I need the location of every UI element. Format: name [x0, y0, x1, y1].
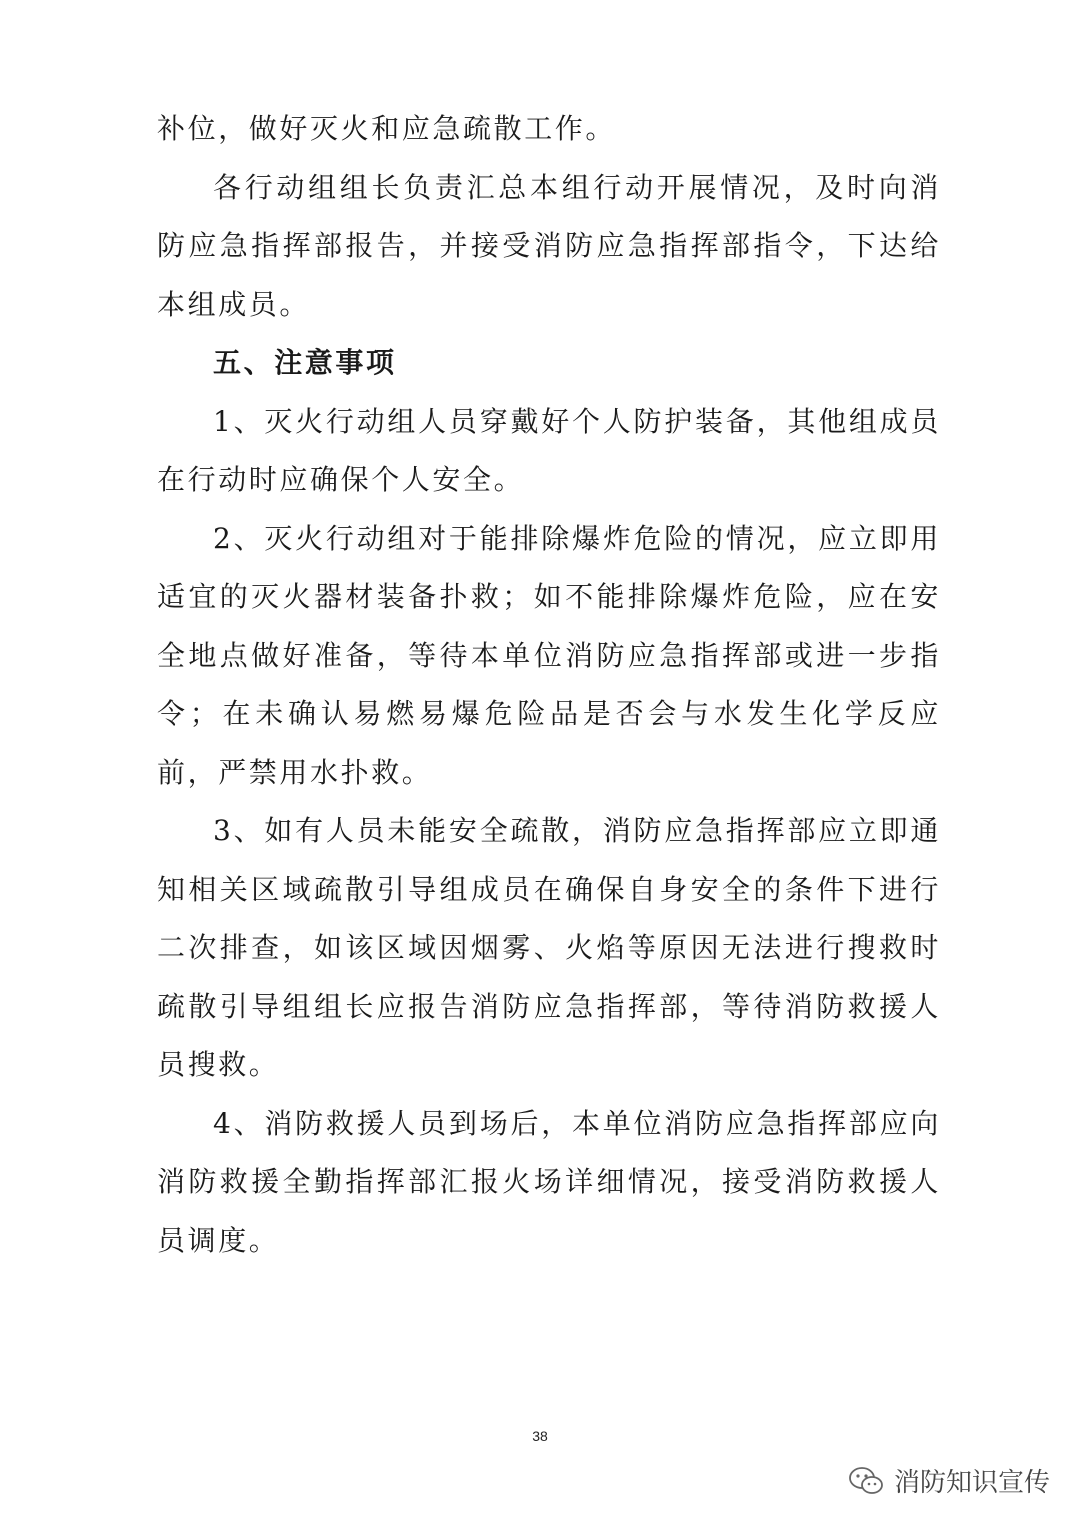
paragraph-group-leader-report: 各行动组组长负责汇总本组行动开展情况，及时向消防应急指挥部报告，并接受消防应急指挥部指令，下达给本组成员。	[157, 170, 941, 321]
page-number: 38	[532, 1428, 548, 1444]
paragraph-note-2: 2、灭火行动组对于能排除爆炸危险的情况，应立即用适宜的灭火器材装备扑救；如不能排除爆炸危险，应在安全地点做好准备，等待本单位消防应急指挥部或进一步指令；在未确认易燃易爆危险品是否会与水发生化学反应前，严禁用水扑救。	[157, 521, 941, 789]
section-heading-notes: 五、注意事项	[213, 346, 397, 379]
watermark-text: 消防知识宣传	[893, 1468, 1050, 1498]
paragraph-continuation: 补位，做好灭火和应急疏散工作。	[157, 112, 617, 145]
paragraph-note-3: 3、如有人员未能安全疏散，消防应急指挥部应立即通知相关区域疏散引导组成员在确保自身安全的条件下进行二次排查，如该区域因烟雾、火焰等原因无法进行搜救时疏散引导组组长应报告消防应急指挥部，等待消防救援人员搜救。	[157, 814, 941, 1081]
paragraph-note-4: 4、消防救援人员到场后，本单位消防应急指挥部应向消防救援全勤指挥部汇报火场详细情况，接受消防救援人员调度。	[157, 1106, 941, 1257]
document-body	[157, 100, 941, 1270]
account-watermark	[848, 1462, 1050, 1499]
paragraph-note-1: 1、灭火行动组人员穿戴好个人防护装备，其他组成员在行动时应确保个人安全。	[157, 404, 941, 496]
wechat-icon	[848, 1466, 884, 1496]
